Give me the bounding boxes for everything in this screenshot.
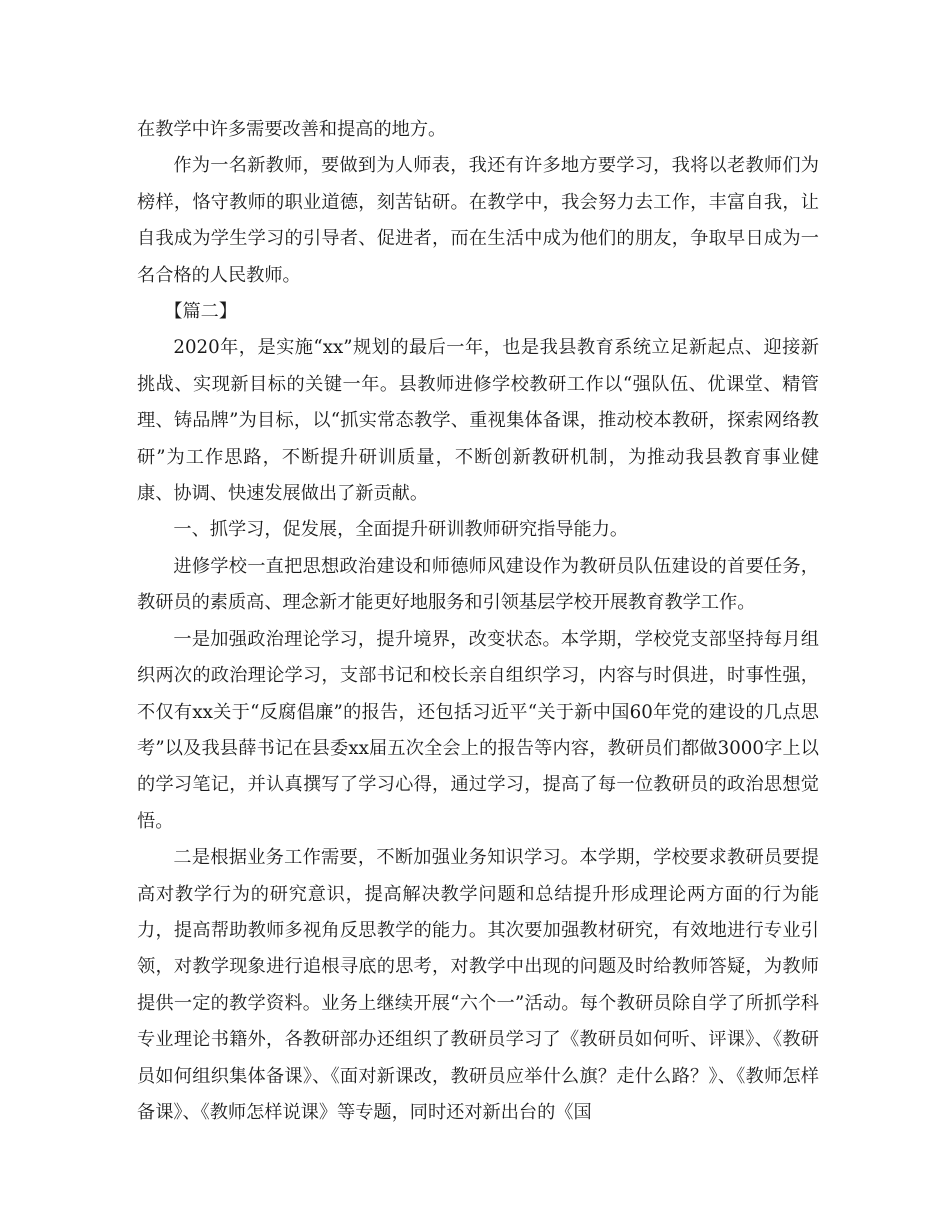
document-body (137, 112, 819, 1131)
paragraph-political-theory-study: 一是加强政治理论学习，提升境界，改变状态。本学期，学校党支部坚持每月组织两次的政治理论学习，支部书记和校长亲自组织学习，内容与时俱进，时事性强，不仅有xx关于“反腐倡廉”的报告，还包括习近平“关于新中国60年党的建设的几点思考”以及我县薛书记在县委xx届五次全会上的报告等内容，教研员们都做3000字上以的学习笔记，并认真撰写了学习心得，通过学习，提高了每一位教研员的政治思想觉悟。 (137, 628, 819, 832)
paragraph-2020-overview: 2020年，是实施“xx”规划的最后一年，也是我县教育系统立足新起点、迎接新挑战、实现新目标的关键一年。县教师进修学校教研工作以“强队伍、优课堂、精管理、铸品牌”为目标，以“抓实常态教学、重视集体备课，推动校本教研，探索网络教研”为工作思路，不断提升研训质量，不断创新教研机制，为推动我县教育事业健康、协调、快速发展做出了新贡献。 (137, 337, 819, 505)
paragraph-business-knowledge-study: 二是根据业务工作需要，不断加强业务知识学习。本学期，学校要求教研员要提高对教学行为的研究意识，提高解决教学问题和总结提升形成理论两方面的行为能力，提高帮助教师多视角反思教学的能力。其次要加强教材研究，有效地进行专业引领，对教学现象进行追根寻底的思考，对教学中出现的问题及时给教师答疑，为教师提供一定的教学资料。业务上继续开展“六个一”活动。每个教研员除自学了所抓学科专业理论书籍外，各教研部办还组织了教研员学习了《教研员如何听、评课》、《教研员如何组织集体备课》、《面对新课改，教研员应举什么旗？走什么路？》、《教师怎样备课》、《教师怎样说课》等专题，同时还对新出台的《国 (137, 847, 819, 1123)
subheading-study-development: 一、抓学习，促发展，全面提升研训教师研究指导能力。 (173, 519, 629, 541)
paragraph-political-construction: 进修学校一直把思想政治建设和师德师风建设作为教研员队伍建设的首要任务，教研员的素质高、理念新才能更好地服务和引领基层学校开展教育教学工作。 (137, 555, 819, 614)
paragraph-continuation: 在教学中许多需要改善和提高的地方。 (137, 119, 447, 140)
section-heading-part-two: 【篇二】 (164, 301, 238, 323)
paragraph-new-teacher: 作为一名新教师，要做到为人师表，我还有许多地方要学习，我将以老教师们为榜样，恪守教师的职业道德，刻苦钻研。在教学中，我会努力去工作，丰富自我，让自我成为学生学习的引导者、促进者，而在生活中成为他们的朋友，争取早日成为一名合格的人民教师。 (137, 155, 819, 286)
